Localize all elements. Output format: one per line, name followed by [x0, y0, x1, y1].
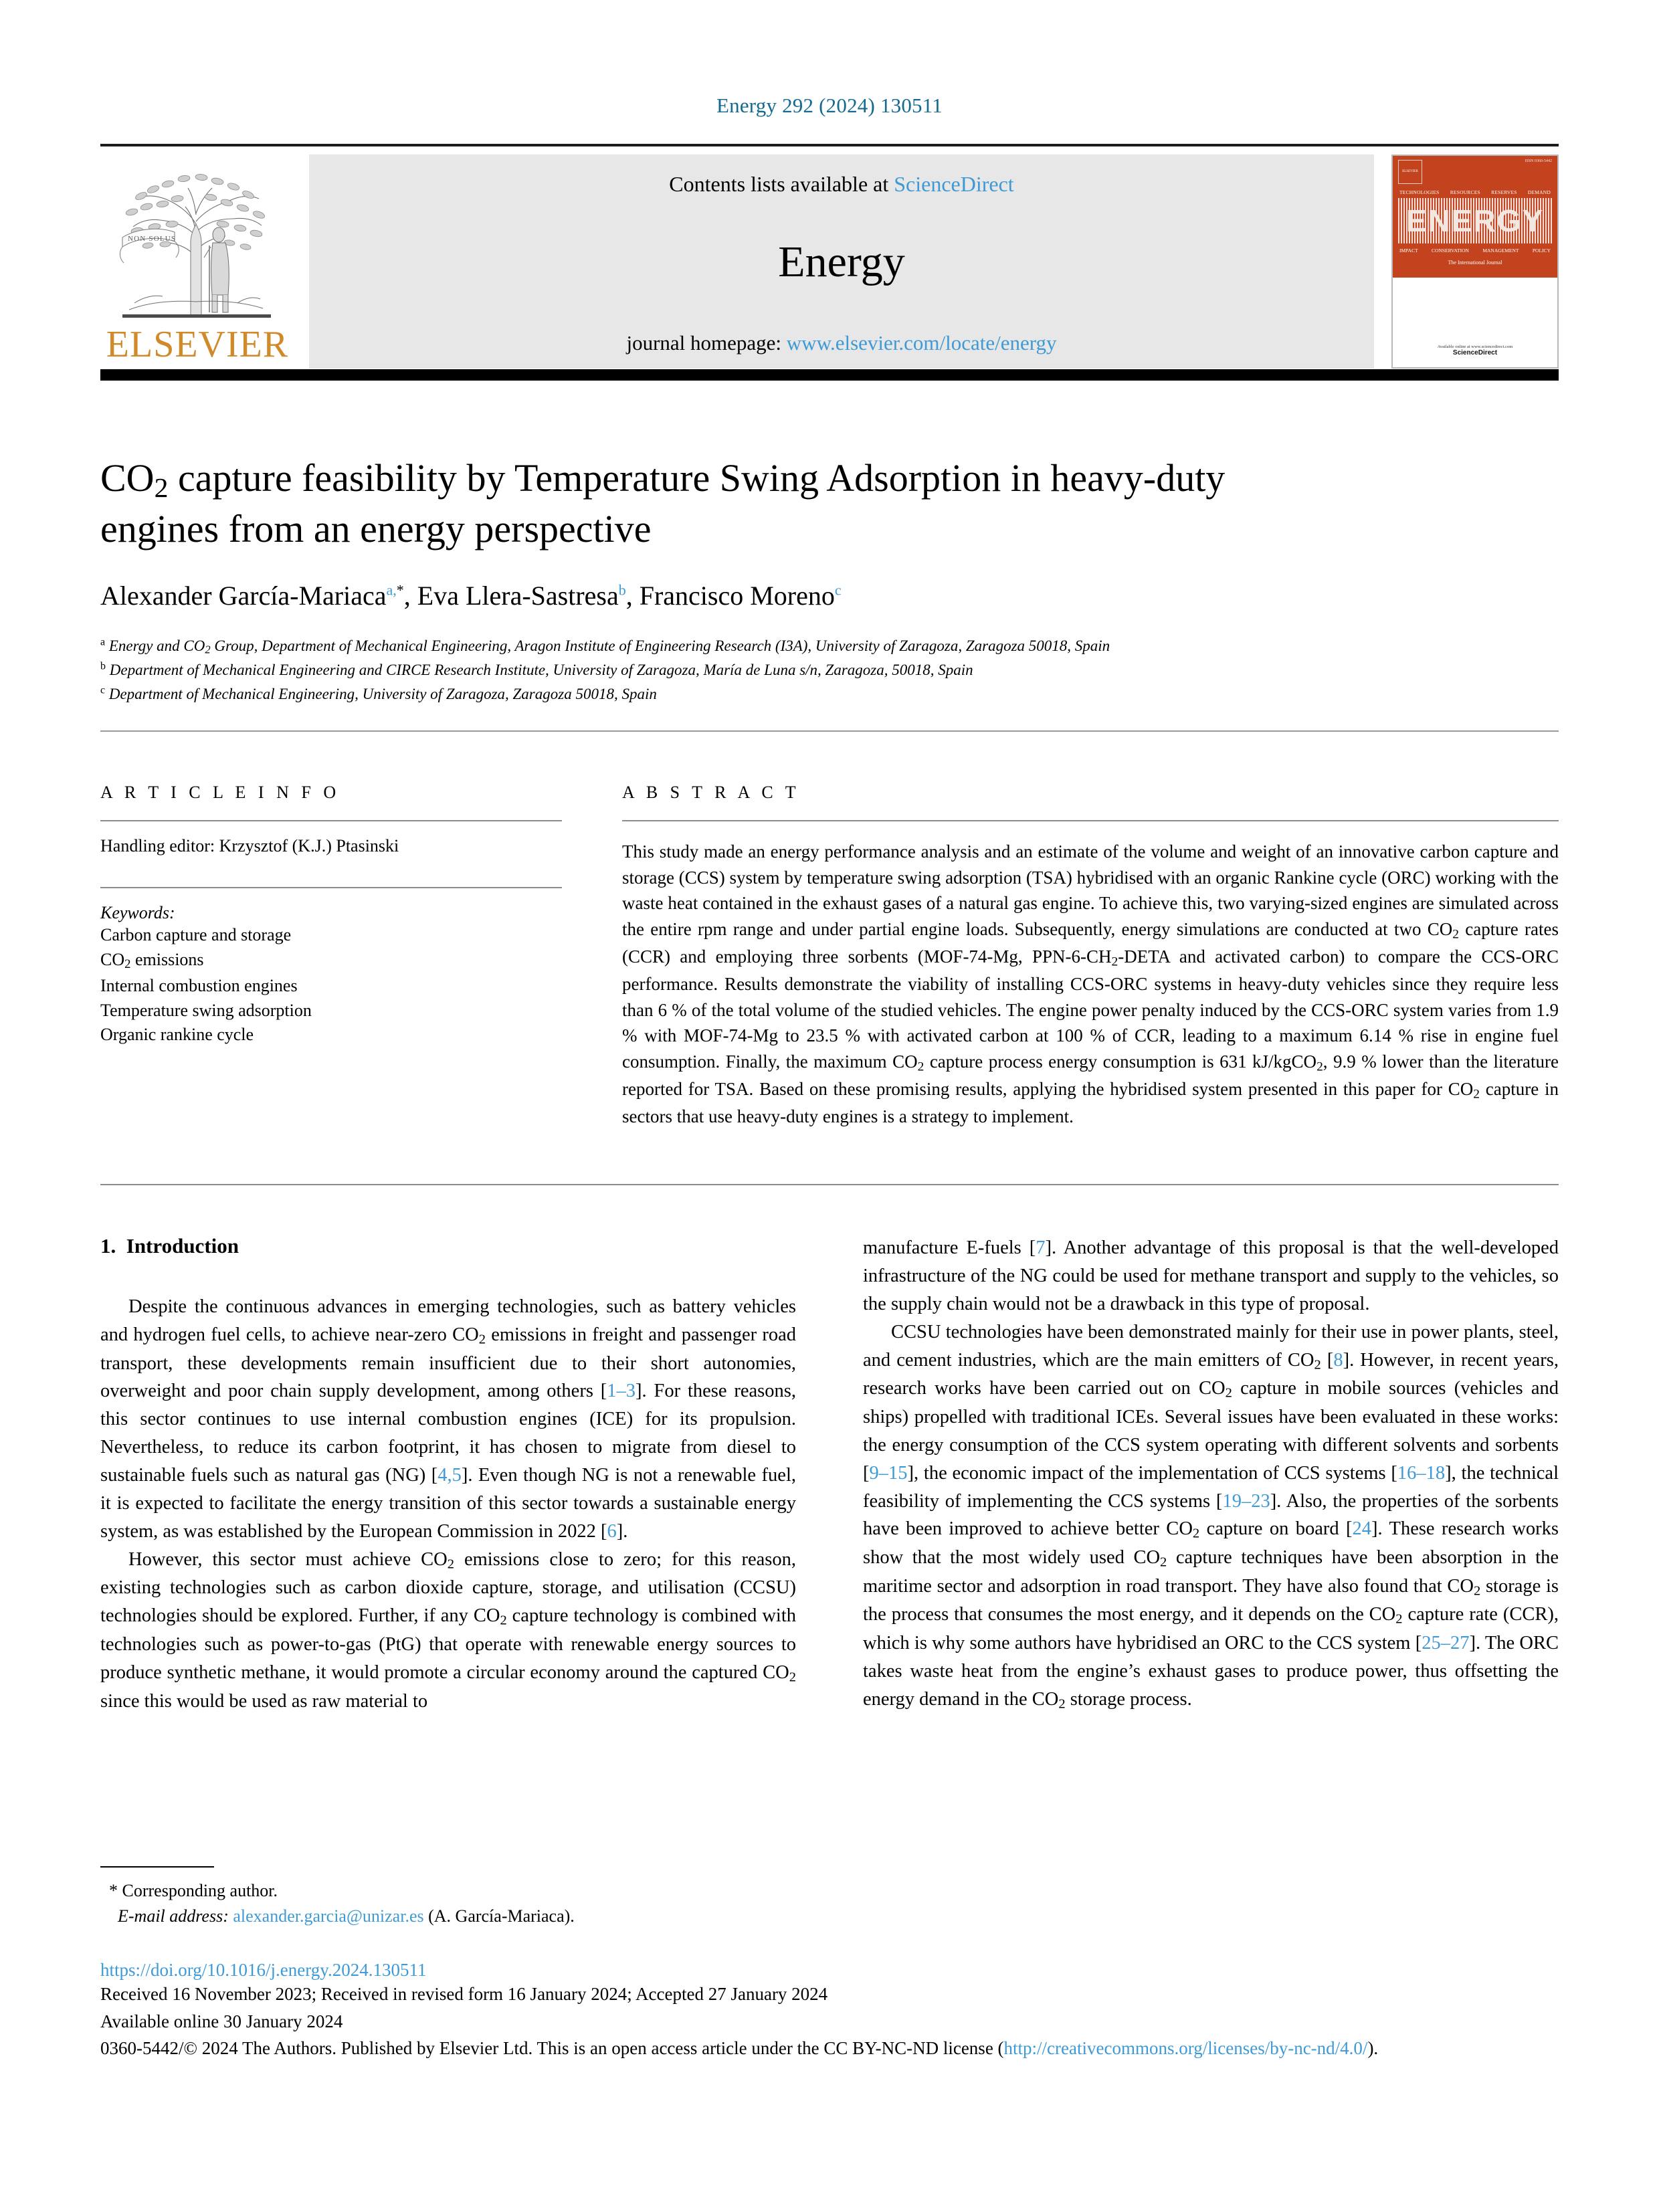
author-sep-1: , [403, 580, 417, 611]
corresponding-author-footnote [100, 1866, 796, 1928]
journal-cover-thumbnail[interactable] [1391, 155, 1559, 369]
citation-19-23[interactable]: 19–23 [1222, 1490, 1270, 1512]
cover-kw-demand: DEMAND [1527, 189, 1551, 195]
license-link[interactable]: http://creativecommons.org/licenses/by-nc-nd/4.0/ [1003, 2038, 1368, 2058]
elsevier-tree-icon [110, 157, 284, 324]
cover-kw-impact: IMPACT [1399, 247, 1418, 254]
email-author-suffix: (A. García-Mariaca). [428, 1906, 575, 1926]
author-1-name: Alexander García-Mariaca [100, 580, 387, 611]
homepage-line [626, 331, 1056, 355]
contents-prefix: Contents lists available at [669, 172, 894, 196]
affiliation-list [100, 634, 1559, 706]
affiliation-c [100, 682, 1559, 706]
title-rest-line1: capture feasibility by Temperature Swing Adsorption in heavy-duty [168, 456, 1226, 500]
sciencedirect-link[interactable]: ScienceDirect [894, 172, 1014, 196]
citation-16-18[interactable]: 16–18 [1397, 1462, 1446, 1484]
paragraph: However, this sector must achieve $CO_2$ emissions close to zero; for this reason, existing technologies such as carbon dioxide capture, storage, and utilisation (CCSU) technologies should be explored. Further, if any $CO_2$ capture technology is combined with technologies such as power-to-gas (PtG) that operate with renewable energy sources to produce synthetic methane, it would promote a circular economy around the captured $CO_2$ since this would be used as raw material to [100, 1548, 796, 1712]
cover-kw-resources: RESOURCES [1450, 189, 1480, 195]
author-3-affil-mark: c [834, 581, 842, 599]
author-3-name: Francisco Moreno [639, 580, 835, 611]
citation-8[interactable]: 8 [1333, 1349, 1343, 1371]
title-block [100, 455, 1559, 706]
author-sep-2: , [625, 580, 640, 611]
article-info-column [100, 783, 562, 1129]
author-3[interactable] [640, 581, 842, 611]
footnote-star: * [109, 1881, 118, 1900]
citation-9-15[interactable]: 9–15 [869, 1462, 908, 1484]
cover-elsevier-mark: ELSEVIER [1398, 160, 1422, 184]
citation-4-5[interactable]: 4,5 [437, 1465, 462, 1486]
citation-24[interactable]: 24 [1352, 1518, 1372, 1540]
affiliation-b-text: Department of Mechanical Engineering and CIRCE Research Institute, University of Zaragoza, María de Luna s/n, Zaragoza, 50018, Spain [109, 662, 973, 679]
cover-top-panel [1393, 156, 1557, 278]
elsevier-logo [100, 155, 294, 369]
title-bottom-rule [100, 730, 1559, 732]
affiliation-a-mark: a [100, 636, 106, 648]
keyword-item-1: Carbon capture and storage [100, 925, 292, 944]
available-online-date: Available online 30 January 2024 [100, 2011, 343, 2031]
cover-available-line: Available online at www.sciencedirect.com [1437, 344, 1513, 349]
abstract-rule [622, 820, 1559, 821]
title-co: CO [100, 456, 155, 500]
handling-editor: Handling editor: Krzysztof (K.J.) Ptasinski [100, 836, 399, 856]
cover-issn: ISSN 0360-5442 [1525, 159, 1552, 163]
abstract-text: This study made an energy performance analysis and an estimate of the volume and weight of an innovative carbon capture and storage (CCS) system by temperature swing adsorption (TSA) hybridised with an organic Rankine cycle (ORC) working with the waste heat contained in the exhaust gases of a natural gas engine. To achieve this, two varying-sized engines are simulated across the entire rpm range and under partial engine loads. Subsequently, energy simulations are conducted at two $CO_2$ capture rates (CCR) and employing three sorbents (MOF-74-Mg, PPN-$6-CH_2$-DETA and activated carbon) to compare the CCS-ORC performance. Results demonstrate the viability of installing CCS-ORC systems in heavy-duty vehicles since they require less than 6 % of the total volume of the studied vehicles. The engine power penalty induced by the CCS-ORC system varies from 1.9 % with MOF-74-Mg to 23.5 % with activated carbon at 100 % of CCR, leading to a maximum 6.14 % rise in engine fuel consumption. Finally, the maximum $CO_2$ capture process energy consumption is 631 kJ/kgCO$_2$, 9.9 % lower than the literature reported for TSA. Based on these promising results, applying the hybridised system presented in this paper for $CO_2$ capture in sectors that use heavy-duty engines is a strategy to implement. [622, 841, 1559, 1126]
article-body [100, 1234, 1559, 1715]
body-column-left [100, 1234, 796, 1715]
affiliation-a [100, 634, 1559, 658]
keyword-item-3: Internal combustion engines [100, 975, 298, 995]
author-1-affil-mark: a, [386, 581, 397, 599]
homepage-prefix: journal homepage: [626, 331, 787, 355]
cover-wordmark: ENERGY [1398, 198, 1552, 243]
journal-title: Energy [778, 237, 905, 286]
page-title [100, 455, 1351, 553]
running-head [0, 94, 1659, 118]
section-title: Introduction [126, 1234, 239, 1258]
affiliation-a-text: Energy and $CO_2$ Group, Department of Mechanical Engineering, Aragon Institute of Engineering Research (I3A), University of Zaragoza, Zaragoza 50018, Spain [108, 637, 1110, 656]
paragraph: CCSU technologies have been demonstrated mainly for their use in power plants, steel, and cement industries, which are the main emitters of $CO_2$ [8]. However, in recent years, research works have been carried out on $CO_2$ capture in mobile sources (vehicles and ships) propelled with traditional ICEs. Several issues have been evaluated in these works: the energy consumption of the CCS system operating with different solvents and sorbents [9–15], the economic impact of the implementation of CCS systems [16–18], the technical feasibility of implementing the CCS systems [19–23]. Also, the properties of the sorbents have been improved to achieve better $CO_2$ capture on board [24]. These research works show that the most widely used $CO_2$ capture techniques have been absorption in the maritime sector and adsorption in road transport. They have also found that $CO_2$ storage is the process that consumes the most energy, and it depends on the $CO_2$ capture rate (CCR), which is why some authors have hybridised an ORC to the CCS system [25–27]. The ORC takes waste heat from the engine’s exhaust gases to produce power, thus offsetting the energy demand in the $CO_2$ storage process. [863, 1321, 1559, 1712]
doi-link[interactable]: https://doi.org/10.1016/j.energy.2024.130511 [100, 1960, 427, 1980]
footnote-rule [100, 1866, 214, 1868]
author-list [100, 580, 1559, 611]
article-info-heading: A R T I C L E I N F O [100, 783, 340, 802]
cover-keywords-top [1398, 189, 1552, 195]
paragraph: Despite the continuous advances in emerging technologies, such as battery vehicles and hydrogen fuel cells, to achieve near-zero $CO_2$ emissions in freight and passenger road transport, these developments remain insufficient due to their short autonomies, overweight and poor chain supply development, among others [1–3]. For these reasons, this sector continues to use internal combustion engines (ICE) for its propulsion. Nevertheless, to reduce its carbon footprint, it has chosen to migrate from diesel to sustainable fuels such as natural gas (NG) [4,5]. Even though NG is not a renewable fuel, it is expected to facilitate the energy transition of this sector towards a sustainable energy system, as was established by the European Commission in 2022 [6]. [100, 1296, 796, 1542]
copyright-close: ). [1367, 2038, 1379, 2058]
running-head-citation[interactable]: Energy 292 (2024) 130511 [716, 94, 943, 117]
info-abstract-block [100, 783, 1559, 1129]
cover-kw-technologies: TECHNOLOGIES [1399, 189, 1440, 195]
article-info-rule-1 [100, 820, 562, 821]
cover-keywords-bottom [1398, 247, 1552, 254]
cover-subtitle: The International Journal [1448, 260, 1502, 266]
journal-banner [309, 155, 1374, 369]
affiliation-c-text: Department of Mechanical Engineering, University of Zaragoza, Zaragoza 50018, Spain [108, 685, 657, 702]
cover-bottom-panel [1393, 278, 1557, 367]
section-heading-introduction [100, 1234, 796, 1258]
keyword-item-5: Organic rankine cycle [100, 1025, 254, 1045]
email-label: E-mail address: [118, 1906, 229, 1926]
keywords-label: Keywords: [100, 903, 175, 922]
cover-sciencedirect-logo: ScienceDirect [1452, 349, 1498, 357]
email-link[interactable]: alexander.garcia@unizar.es [233, 1906, 424, 1926]
citation-6[interactable]: 6 [607, 1520, 617, 1542]
received-dates: Received 16 November 2023; Received in revised form 16 January 2024; Accepted 27 January 2024 [100, 1984, 828, 2004]
title-co2-sub: 2 [154, 473, 169, 504]
copyright-license [100, 2035, 1559, 2062]
footnote-corresponding-text: Corresponding author. [122, 1881, 278, 1900]
page-footer [100, 1960, 1559, 2062]
corresponding-author-star: * [396, 581, 404, 599]
contents-line [669, 172, 1013, 197]
citation-25-27[interactable]: 25–27 [1422, 1633, 1470, 1654]
footnote-email-line [100, 1904, 796, 1929]
cover-kw-management: MANAGEMENT [1482, 247, 1519, 254]
abstract-column [622, 783, 1559, 1129]
author-1[interactable] [100, 581, 404, 611]
cover-kw-conservation: CONSERVATION [1432, 247, 1469, 254]
body-column-right [863, 1234, 1559, 1715]
masthead-black-rule [100, 369, 1559, 381]
citation-7[interactable]: 7 [1036, 1237, 1046, 1258]
elsevier-wordmark: ELSEVIER [106, 324, 289, 365]
author-2-name: Eva Llera-Sastresa [417, 580, 619, 611]
footnote-corresponding-line [100, 1878, 796, 1904]
section-number: 1. [100, 1234, 116, 1258]
cover-kw-policy: POLICY [1532, 247, 1551, 254]
article-info-rule-2 [100, 887, 562, 888]
keyword-item-4: Temperature swing adsorption [100, 1000, 312, 1020]
copyright-text: 0360-5442/© 2024 The Authors. Published by Elsevier Ltd. This is an open access article under the CC BY-NC-ND license ( [100, 2038, 1004, 2058]
abstract-bottom-rule [100, 1184, 1559, 1185]
affiliation-c-mark: c [100, 684, 106, 696]
title-line2: engines from an energy perspective [100, 507, 652, 551]
keyword-item-2: $CO_2$ emissions [100, 949, 204, 972]
journal-masthead [100, 144, 1559, 369]
svg-text:NON SOLUS: NON SOLUS [128, 235, 177, 243]
journal-homepage-link[interactable]: www.elsevier.com/locate/energy [786, 331, 1057, 355]
paragraph: manufacture E-fuels [7]. Another advantage of this proposal is that the well-developed infrastructure of the NG could be used for methane transport and supply to the vehicles, so the supply chain would not be a drawback in this type of proposal. [863, 1237, 1559, 1314]
cover-kw-reserves: RESERVES [1491, 189, 1517, 195]
abstract-heading: A B S T R A C T [622, 783, 800, 802]
author-2-affil-mark: b [618, 581, 626, 599]
citation-1-3[interactable]: 1–3 [607, 1381, 636, 1402]
affiliation-b-mark: b [100, 660, 106, 672]
affiliation-b [100, 658, 1559, 682]
author-2[interactable] [417, 581, 626, 611]
